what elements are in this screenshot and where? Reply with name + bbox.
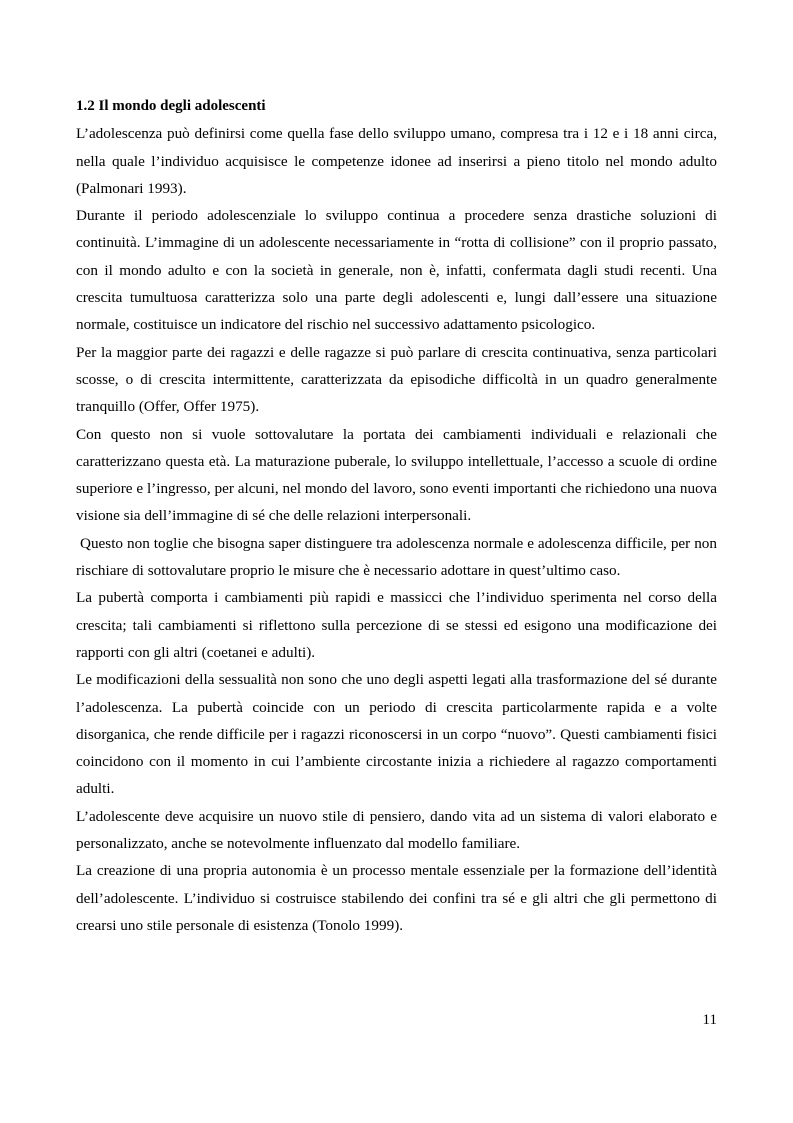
paragraph-puberty-changes: La pubertà comporta i cambiamenti più rapidi e massicci che l’individuo sperimenta nel corso della crescita; tali cambiamenti si riflettono sulla percezione di se stessi ed esigono una modificazione dei rapporti con gli altri (coetanei e adulti). [76,589,717,661]
paragraph-new-thinking-style: L’adolescente deve acquisire un nuovo stile di pensiero, dando vita ad un sistema di valori elaborato e personalizzato, anche se notevolmente influenzato dal modello familiare. [76,807,717,853]
paragraph-sexuality-changes: Le modificazioni della sessualità non sono che uno degli aspetti legati alla trasformazione del sé durante l’adolescenza. La pubertà coincide con un periodo di crescita particolarmente rapida e a volte disorganica, che rende difficile per i ragazzi riconoscersi in un corpo “nuovo”. Questi cambiamenti fisici coincidono con il momento in cui l’ambiente circostante inizia a richiedere al ragazzo comportamenti adulti. [76,671,717,798]
paragraph-adolescence-definition: L’adolescenza può definirsi come quella fase dello sviluppo umano, compresa tra i 12 e i 18 anni circa, nella quale l’individuo acquisisce le competenze idonee ad inserirsi a pieno titolo nel mondo adulto (Palmonari 1993). [76,125,717,197]
paragraph-autonomy-identity: La creazione di una propria autonomia è un processo mentale essenziale per la formazione dell’identità dell’adolescente. L’individuo si costruisce stabilendo dei confini tra sé e gli altri che gli permettono di crearsi uno stile personale di esistenza (Tonolo 1999). [76,862,717,934]
section-heading: 1.2 Il mondo degli adolescenti [76,98,266,114]
paragraph-development-continuity: Durante il periodo adolescenziale lo sviluppo continua a procedere senza drastiche soluzioni di continuità. L’immagine di un adolescente necessariamente in “rotta di collisione” con il proprio passato, con il mondo adulto e con la società in generale, non è, infatti, confermata dagli studi recenti. Una crescita tumultuosa caratterizza solo una parte degli adolescenti e, lungi dall’essere una situazione normale, costituisce un indicatore del rischio nel successivo adattamento psicologico. [76,207,717,334]
paragraph-individual-changes: Con questo non si vuole sottovalutare la portata dei cambiamenti individuali e relazionali che caratterizzano questa età. La maturazione puberale, lo sviluppo intellettuale, l’accesso a scuole di ordine superiore e l’ingresso, per alcuni, nel mondo del lavoro, sono eventi importanti che richiedono una nuova visione sia dell’immagine di sé che delle relazioni interpersonali. [76,425,717,525]
document-body [76,93,717,939]
paragraph-continuous-growth: Per la maggior parte dei ragazzi e delle ragazze si può parlare di crescita continuativa, senza particolari scosse, o di crescita intermittente, caratterizzata da episodiche difficoltà in un quadro generalmente tranquillo (Offer, Offer 1975). [76,343,717,416]
page-number: 11 [702,1012,717,1028]
paragraph-normal-vs-difficult: Questo non toglie che bisogna saper distinguere tra adolescenza normale e adolescenza difficile, per non rischiare di sottovalutare proprio le misure che è necessario adottare in quest’ultimo caso. [76,534,717,580]
